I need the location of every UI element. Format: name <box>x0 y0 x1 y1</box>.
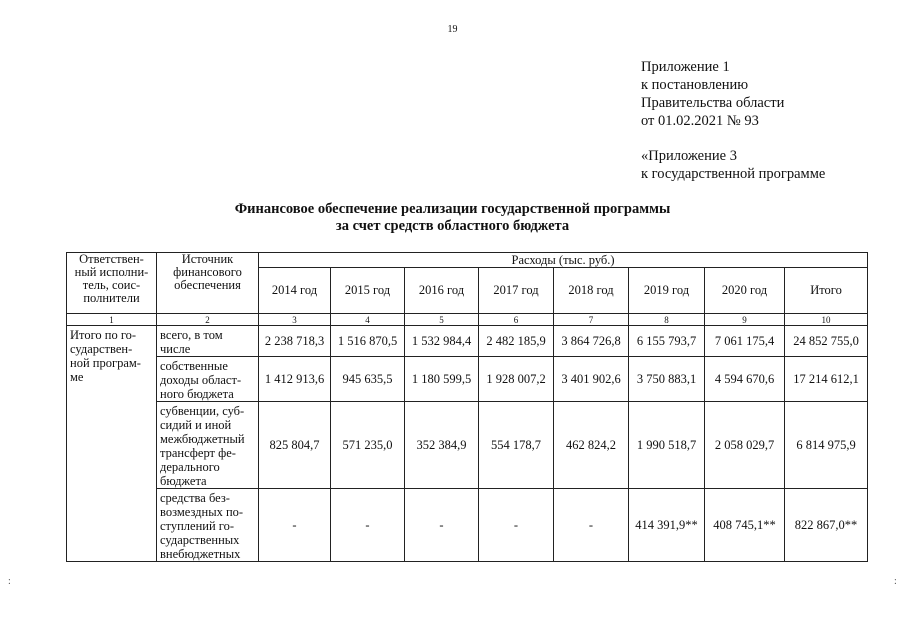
cell-line: сударственных <box>160 533 240 547</box>
cell-line: числе <box>160 342 191 356</box>
column-number: 5 <box>405 314 479 326</box>
total-cell: 6 814 975,9 <box>785 402 868 489</box>
value-cell: 462 824,2 <box>554 402 629 489</box>
value-cell: - <box>331 489 405 562</box>
cell-line: средства без- <box>160 491 230 505</box>
total-cell: 822 867,0** <box>785 489 868 562</box>
value-cell: 6 155 793,7 <box>629 326 705 357</box>
header-source <box>157 253 259 314</box>
table-row <box>67 357 868 402</box>
cell-line: ме <box>70 370 84 384</box>
cell-line: межбюджетный <box>160 432 245 446</box>
value-cell: 1 516 870,5 <box>331 326 405 357</box>
header-year: 2015 год <box>331 268 405 314</box>
header-responsible <box>67 253 157 314</box>
responsible-cell <box>67 326 157 562</box>
source-cell <box>157 326 259 357</box>
source-cell <box>157 402 259 489</box>
scan-edge-mark-left: : <box>8 576 11 587</box>
appendix-line: от 01.02.2021 № 93 <box>641 113 759 129</box>
cell-line: доходы област- <box>160 373 242 387</box>
cell-line: ступлений го- <box>160 519 234 533</box>
header-line: обеспечения <box>174 278 241 292</box>
appendix-line: «Приложение 3 <box>641 148 737 164</box>
value-cell: 3 750 883,1 <box>629 357 705 402</box>
value-cell: 1 412 913,6 <box>259 357 331 402</box>
header-year: 2016 год <box>405 268 479 314</box>
value-cell: 945 635,5 <box>331 357 405 402</box>
value-cell: - <box>479 489 554 562</box>
document-title <box>0 201 905 235</box>
appendix-line: к постановлению <box>641 77 749 93</box>
appendix-1-block <box>641 58 784 130</box>
header-expenses: Расходы (тыс. руб.) <box>259 253 868 268</box>
column-number: 9 <box>705 314 785 326</box>
header-year: 2020 год <box>705 268 785 314</box>
value-cell: 1 532 984,4 <box>405 326 479 357</box>
value-cell: 3 864 726,8 <box>554 326 629 357</box>
value-cell: - <box>259 489 331 562</box>
header-line: Ответствен- <box>79 252 144 266</box>
cell-line: субвенции, суб- <box>160 404 245 418</box>
appendix-line: Приложение 1 <box>641 59 730 75</box>
column-numbers-row <box>67 314 868 326</box>
source-cell <box>157 357 259 402</box>
value-cell: 1 990 518,7 <box>629 402 705 489</box>
value-cell: 1 928 007,2 <box>479 357 554 402</box>
value-cell: - <box>554 489 629 562</box>
table-header-row <box>67 253 868 268</box>
title-line-1: Финансовое обеспечение реализации государственной программы <box>234 201 671 217</box>
total-cell: 24 852 755,0 <box>785 326 868 357</box>
header-line: тель, соис- <box>82 278 141 292</box>
appendix-line: к государственной программе <box>641 166 826 182</box>
cell-line: возмездных по- <box>160 505 244 519</box>
financing-table <box>66 252 868 562</box>
column-number: 2 <box>157 314 259 326</box>
header-year: 2018 год <box>554 268 629 314</box>
value-cell: 825 804,7 <box>259 402 331 489</box>
cell-line: ного бюджета <box>160 387 234 401</box>
value-cell: 4 594 670,6 <box>705 357 785 402</box>
cell-line: бюджета <box>160 474 207 488</box>
value-cell: 571 235,0 <box>331 402 405 489</box>
total-cell: 17 214 612,1 <box>785 357 868 402</box>
appendix-3-block <box>641 147 825 183</box>
table-row <box>67 326 868 357</box>
column-number: 7 <box>554 314 629 326</box>
header-line: ный исполни- <box>74 265 149 279</box>
table-row <box>67 402 868 489</box>
cell-line: ной програм- <box>70 356 141 370</box>
header-line: Источник <box>181 252 234 266</box>
value-cell: 1 180 599,5 <box>405 357 479 402</box>
value-cell: 352 384,9 <box>405 402 479 489</box>
column-number: 3 <box>259 314 331 326</box>
header-line: полнители <box>83 291 140 305</box>
column-number: 6 <box>479 314 554 326</box>
value-cell: - <box>405 489 479 562</box>
column-number: 4 <box>331 314 405 326</box>
cell-line: сидий и иной <box>160 418 232 432</box>
cell-line: внебюджетных <box>160 547 241 561</box>
value-cell: 3 401 902,6 <box>554 357 629 402</box>
source-cell <box>157 489 259 562</box>
value-cell: 2 058 029,7 <box>705 402 785 489</box>
header-line: финансового <box>173 265 242 279</box>
cell-line: Итого по го- <box>70 328 137 342</box>
header-year: 2017 год <box>479 268 554 314</box>
cell-line: дерального <box>160 460 220 474</box>
header-year: 2014 год <box>259 268 331 314</box>
cell-line: сударствен- <box>70 342 133 356</box>
scan-edge-mark-right: : <box>894 576 897 587</box>
value-cell: 7 061 175,4 <box>705 326 785 357</box>
value-cell: 554 178,7 <box>479 402 554 489</box>
page-number: 19 <box>447 24 458 35</box>
title-line-2: за счет средств областного бюджета <box>335 218 570 234</box>
cell-line: всего, в том <box>160 328 223 342</box>
value-cell: 408 745,1** <box>705 489 785 562</box>
value-cell: 2 482 185,9 <box>479 326 554 357</box>
column-number: 8 <box>629 314 705 326</box>
column-number: 10 <box>785 314 868 326</box>
appendix-line: Правительства области <box>641 95 785 111</box>
cell-line: трансферт фе- <box>160 446 236 460</box>
header-total: Итого <box>785 268 868 314</box>
cell-line: собственные <box>160 359 228 373</box>
value-cell: 414 391,9** <box>629 489 705 562</box>
table-row <box>67 489 868 562</box>
header-year: 2019 год <box>629 268 705 314</box>
column-number: 1 <box>67 314 157 326</box>
value-cell: 2 238 718,3 <box>259 326 331 357</box>
